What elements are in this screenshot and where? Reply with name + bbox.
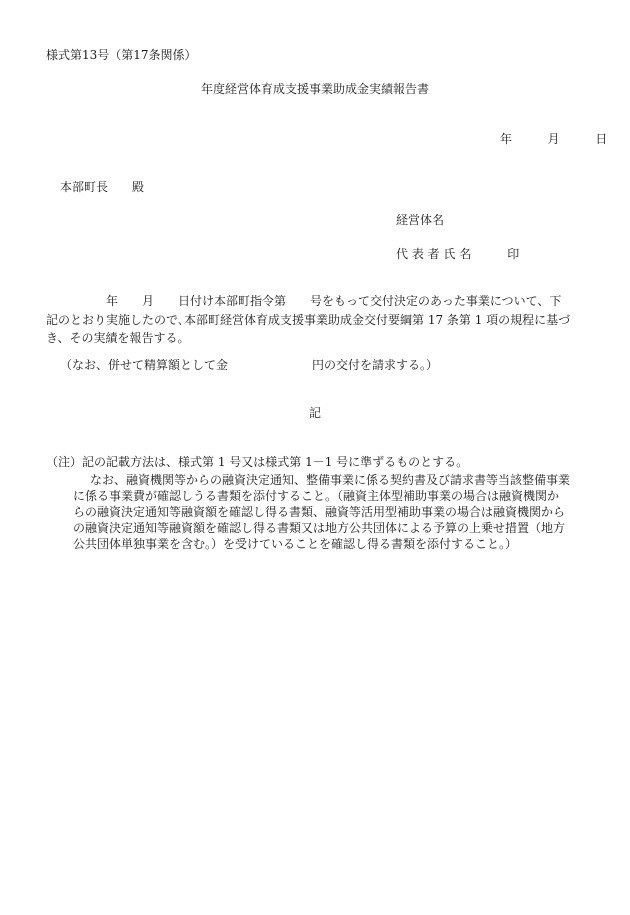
note-line: らの融資決定通知等融資額を確認し得る書類、融資等活用型補助事業の場合は融資機関から — [73, 505, 566, 519]
note-line: の融資決定通知等融資額を確認し得る書類又は地方公共団体による予算の上乗せ措置（地方 — [73, 521, 566, 535]
body-text-line: き、その実績を報告する。 — [46, 331, 190, 345]
note-line: なお、融資機関等からの融資決定通知、整備事業に係る契約書及び請求書等当該整備事業 — [90, 473, 571, 487]
addressee: 本部町長 殿 — [60, 180, 145, 194]
date-year: 年 — [500, 132, 513, 146]
date-day: 日 — [595, 132, 608, 146]
ki-heading: 記 — [308, 406, 321, 420]
body-text-line: 記のとおり実施したので､本部町経営体育成支援事業助成金交付要綱第 17 条第 1 項の規程に基づ — [46, 313, 571, 327]
representative-label: 代 表 者 氏 名 印 — [396, 247, 520, 261]
note-line: （注）記の記載方法は、様式第 1 号又は様式第 1－1 号に準ずるものとする。 — [46, 455, 469, 469]
date-month: 月 — [547, 132, 560, 146]
document-title: 年度経営体育成支援事業助成金実績報告書 — [200, 82, 429, 96]
note-line: 公共団体単独事業を含む。）を受けていることを確認し得る書類を添付すること。） — [73, 537, 518, 551]
request-line: （なお、併せて精算額として金 円の交付を請求する。） — [60, 358, 439, 372]
entity-name-label: 経営体名 — [396, 213, 445, 227]
body-text-line: 年 月 日付け本部町指令第 号をもって交付決定のあった事業について、下 — [46, 294, 562, 308]
date-line — [500, 133, 607, 145]
form-number: 様式第13号（第17条関係） — [46, 48, 197, 62]
note-line: に係る事業費が確認しうる書類を添付すること。（融資主体型補助事業の場合は融資機関か — [73, 489, 560, 503]
